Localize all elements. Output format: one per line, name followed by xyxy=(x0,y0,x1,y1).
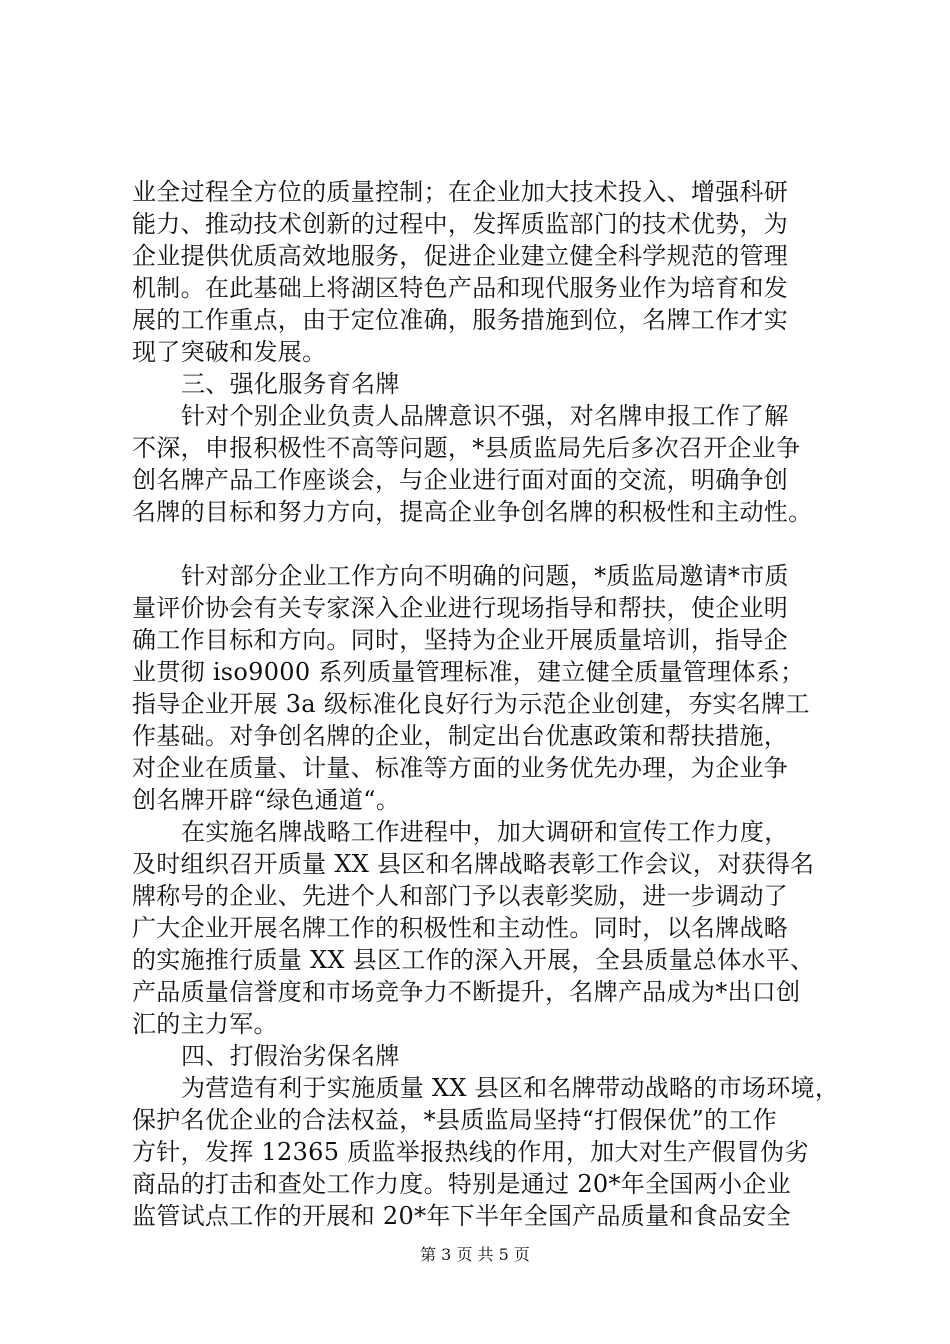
text-line: 业贯彻 iso9000 系列质量管理标准，建立健全质量管理体系； xyxy=(132,658,805,686)
section-heading: 三、强化服务育名牌 xyxy=(181,370,400,398)
body-text xyxy=(132,176,840,1232)
page-footer: 第 3 页 共 5 页 xyxy=(420,1245,530,1264)
text-line: 创名牌产品工作座谈会，与企业进行面对面的交流，明确争创 xyxy=(132,466,789,494)
text-line: 创名牌开辟“绿色通道“。 xyxy=(132,786,401,814)
text-line: 指导企业开展 3a 级标准化良好行为示范企业创建，夯实名牌工 xyxy=(132,690,810,718)
section-heading: 四、打假治劣保名牌 xyxy=(181,1042,400,1070)
text-line: 为营造有利于实施质量 XX 县区和名牌带动战略的市场环境， xyxy=(181,1074,840,1102)
text-line: 机制。在此基础上将湖区特色产品和现代服务业作为培育和发 xyxy=(132,274,789,302)
text-line: 针对部分企业工作方向不明确的问题，*质监局邀请*市质 xyxy=(181,562,789,590)
text-line: 牌称号的企业、先进个人和部门予以表彰奖励，进一步调动了 xyxy=(132,882,789,910)
text-line: 企业提供优质高效地服务，促进企业建立健全科学规范的管理 xyxy=(132,242,789,270)
text-line: 作基础。对争创名牌的企业，制定出台优惠政策和帮扶措施， xyxy=(132,722,789,750)
text-line: 产品质量信誉度和市场竞争力不断提升，名牌产品成为*出口创 xyxy=(132,978,801,1006)
paragraph-gap xyxy=(132,528,836,560)
text-line: 量评价协会有关专家深入企业进行现场指导和帮扶，使企业明 xyxy=(132,594,789,622)
text-line: 对企业在质量、计量、标准等方面的业务优先办理，为企业争 xyxy=(132,754,789,782)
text-line: 展的工作重点，由于定位准确，服务措施到位，名牌工作才实 xyxy=(132,306,789,334)
text-line: 现了突破和发展。 xyxy=(132,338,327,366)
text-line: 的实施推行质量 XX 县区工作的深入开展，全县质量总体水平、 xyxy=(132,946,815,974)
text-line: 能力、推动技术创新的过程中，发挥质监部门的技术优势，为 xyxy=(132,210,789,238)
text-line: 针对个别企业负责人品牌意识不强，对名牌申报工作了解 xyxy=(181,402,789,430)
text-line: 保护名优企业的合法权益，*县质监局坚持“打假保优”的工作 xyxy=(132,1106,777,1134)
text-line: 在实施名牌战略工作进程中，加大调研和宣传工作力度， xyxy=(181,818,789,846)
text-line: 商品的打击和查处工作力度。特别是通过 20*年全国两小企业 xyxy=(132,1170,791,1198)
text-line: 及时组织召开质量 XX 县区和名牌战略表彰工作会议，对获得名 xyxy=(132,850,815,878)
text-line: 监管试点工作的开展和 20*年下半年全国产品质量和食品安全 xyxy=(132,1202,791,1230)
text-line: 不深，申报积极性不高等问题，*县质监局先后多次召开企业争 xyxy=(132,434,801,462)
text-line: 方针，发挥 12365 质监举报热线的作用，加大对生产假冒伪劣 xyxy=(132,1138,809,1166)
text-line: 名牌的目标和努力方向，提高企业争创名牌的积极性和主动性。 xyxy=(132,498,813,526)
text-line: 业全过程全方位的质量控制；在企业加大技术投入、增强科研 xyxy=(132,178,789,206)
text-line: 广大企业开展名牌工作的积极性和主动性。同时，以名牌战略 xyxy=(132,914,789,942)
text-line: 确工作目标和方向。同时，坚持为企业开展质量培训，指导企 xyxy=(132,626,789,654)
text-line: 汇的主力军。 xyxy=(132,1010,278,1038)
